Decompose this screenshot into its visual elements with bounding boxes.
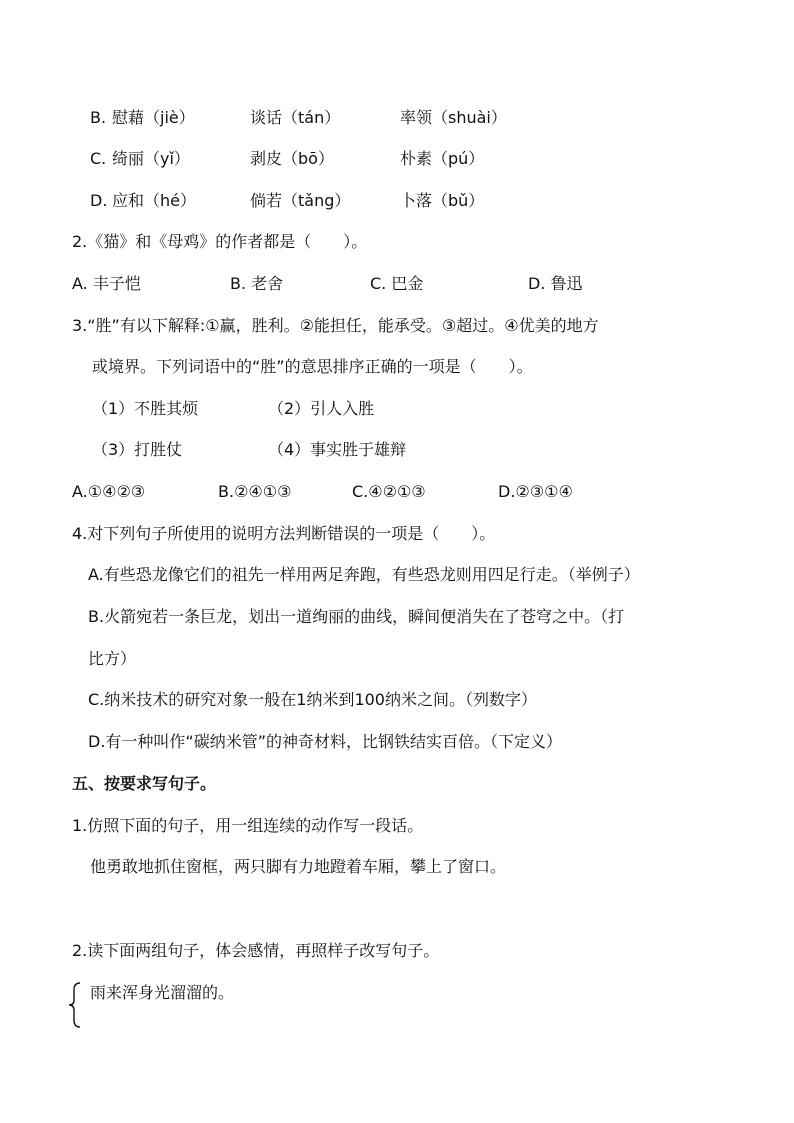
word-item-3: （3）打胜仗 (92, 440, 183, 459)
option-letter: B. (90, 108, 107, 127)
option-letter: D. (90, 191, 108, 210)
option-c: C. 巴金 (370, 274, 424, 293)
word-item-4: （4）事实胜于雄辩 (268, 440, 407, 459)
question-stem-line-1: 3.“胜”有以下解释:①赢，胜利。②能担任，能承受。③超过。④优美的地方 (72, 316, 599, 335)
option-word-2: 倘若（tǎng） (250, 191, 351, 210)
option-d: D.有一种叫作“碳纳米管”的神奇材料，比钢铁结实百倍。（下定义） (88, 732, 562, 751)
option-word-3: 卜落（bǔ） (400, 191, 485, 210)
question-stem: 4.对下列句子所使用的说明方法判断错误的一项是（ ）。 (72, 524, 496, 543)
question-stem: 2.《猫》和《母鸡》的作者都是（ ）。 (72, 232, 368, 251)
option-b: B. 老舍 (230, 274, 284, 293)
option-word-2: 剥皮（bō） (250, 149, 334, 168)
question-1-example: 他勇敢地抓住窗框，两只脚有力地蹬着车厢，攀上了窗口。 (90, 857, 507, 876)
option-word-3: 朴素（pú） (400, 149, 485, 168)
curly-brace-icon (68, 982, 82, 1028)
option-a: A.①④②③ (72, 482, 146, 501)
option-c: C.纳米技术的研究对象一般在1纳米到100纳米之间。（列数字） (88, 690, 537, 709)
question-stem-line-2: 或境界。下列词语中的“胜”的意思排序正确的一项是（ ）。 (92, 357, 533, 376)
word-item-1: （1）不胜其烦 (92, 399, 199, 418)
option-word-3: 率领（shuài） (400, 108, 507, 127)
option-word-2: 谈话（tán） (250, 108, 341, 127)
question-1-stem: 1.仿照下面的句子，用一组连续的动作写一段话。 (72, 816, 424, 835)
option-b-line-2: 比方） (88, 649, 137, 668)
option-d: D. 鲁迅 (528, 274, 583, 293)
option-word-1: 应和（hé） (112, 191, 196, 210)
option-c: C.④②①③ (352, 482, 426, 501)
option-word-1: 绮丽（yǐ） (112, 149, 190, 168)
option-b-line-1: B.火箭宛若一条巨龙，划出一道绚丽的曲线，瞬间便消失在了苍穹之中。（打 (88, 607, 625, 626)
question-2-stem: 2.读下面两组句子，体会感情，再照样子改写句子。 (72, 941, 440, 960)
option-word-1: 慰藉（jiè） (112, 108, 195, 127)
option-a: A. 丰子恺 (72, 274, 141, 293)
option-a: A.有些恐龙像它们的祖先一样用两足奔跑，有些恐龙则用四足行走。（举例子） (88, 565, 640, 584)
question-2-example: 雨来浑身光溜溜的。 (90, 983, 235, 1002)
word-item-2: （2）引人入胜 (268, 399, 375, 418)
option-letter: C. (90, 149, 107, 168)
section-heading: 五、按要求写句子。 (72, 774, 217, 793)
option-b: B.②④①③ (218, 482, 292, 501)
option-d: D.②③①④ (498, 482, 573, 501)
